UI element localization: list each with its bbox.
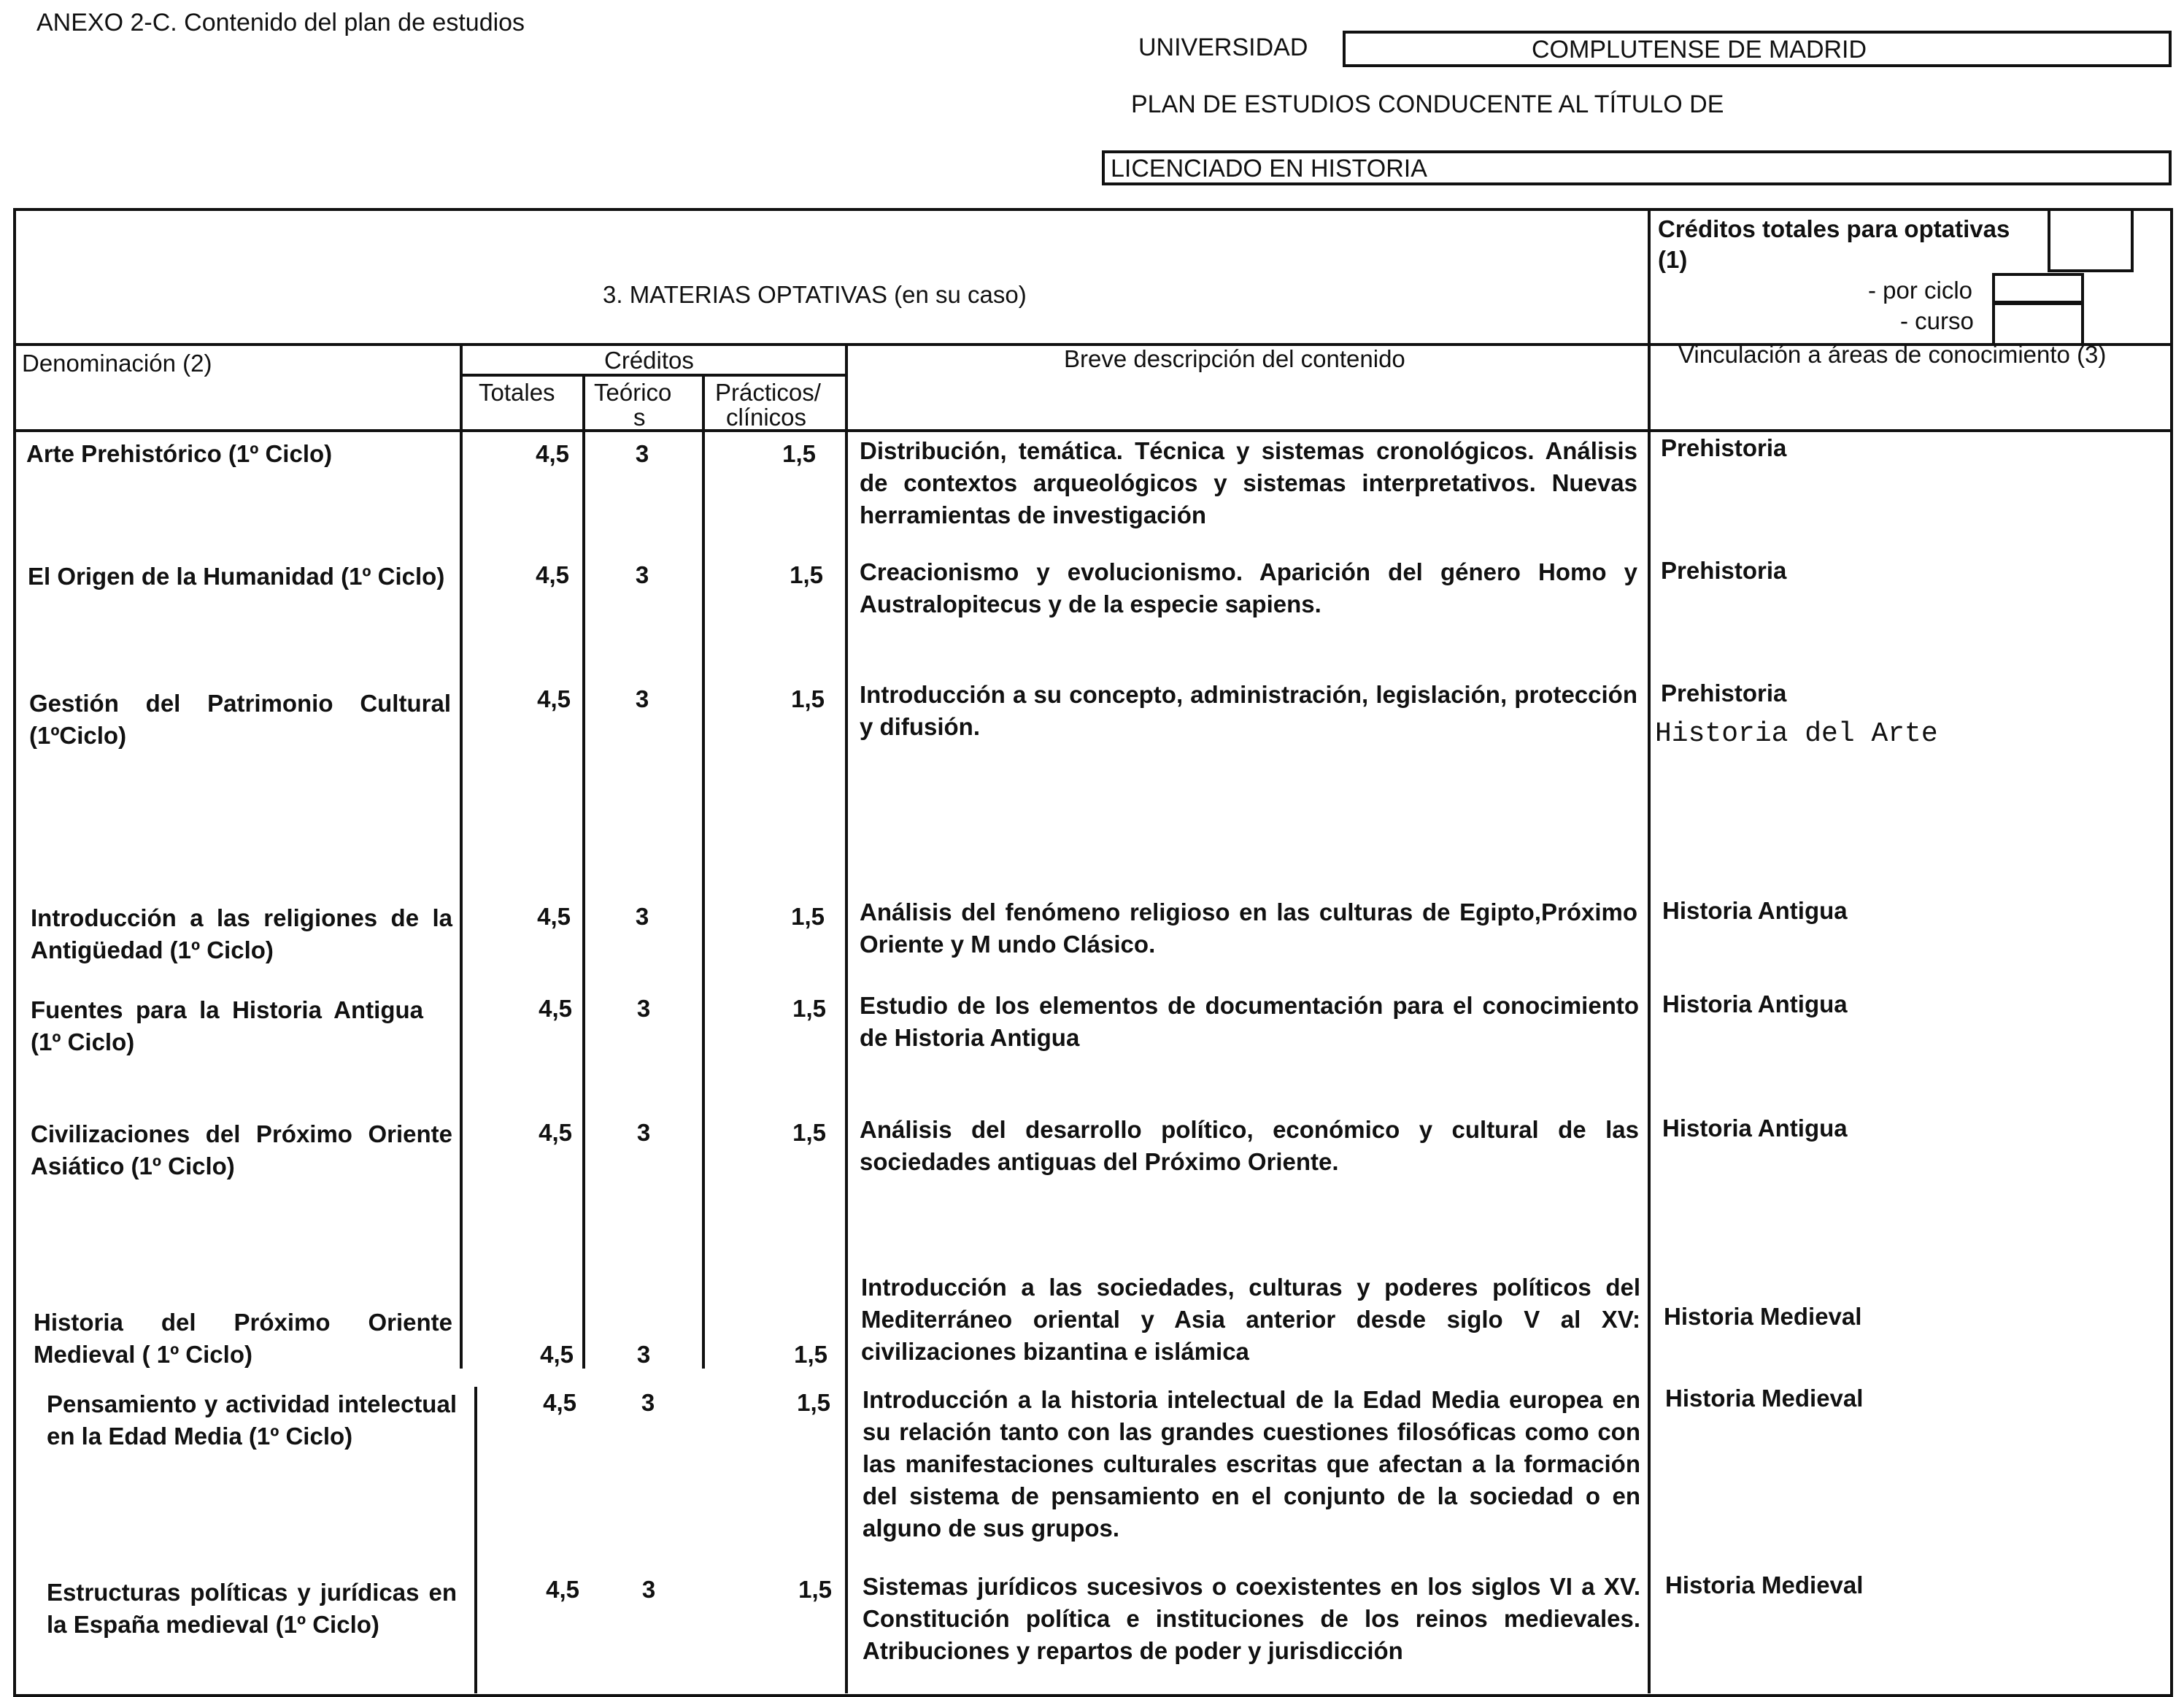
row-3-totales: 4,5	[537, 903, 571, 930]
row-6-name: Historia del Próximo Oriente Medieval ( 1º Ciclo)	[34, 1309, 452, 1368]
row-5-practicos: 1,5	[792, 1119, 826, 1146]
section-title: 3. MATERIAS OPTATIVAS (en su caso)	[603, 281, 1027, 308]
row-4-practicos: 1,5	[792, 995, 826, 1022]
annex-title: ANEXO 2-C. Contenido del plan de estudios	[36, 9, 525, 36]
row-8-teoricos: 3	[641, 1576, 656, 1603]
row-3-practicos: 1,5	[791, 903, 825, 930]
row-5-area: Historia Antigua	[1662, 1115, 1848, 1142]
row-8-totales: 4,5	[546, 1576, 579, 1603]
row-3-description: Análisis del fenómeno religioso en las culturas de Egipto,Próximo Oriente y M undo Clásico.	[860, 898, 1637, 958]
row-2-practicos: 1,5	[791, 685, 825, 712]
row-6-teoricos: 3	[636, 1341, 651, 1368]
row-1-totales: 4,5	[536, 561, 569, 588]
universidad-box	[1343, 31, 2172, 67]
header-descripcion: Breve descripción del contenido	[1064, 345, 1405, 372]
universidad-label: UNIVERSIDAD	[1138, 34, 1308, 61]
plan-label: PLAN DE ESTUDIOS CONDUCENTE AL TÍTULO DE	[1131, 91, 1724, 118]
row-1-area: Prehistoria	[1661, 557, 1787, 584]
row-7-teoricos: 3	[641, 1389, 655, 1416]
row-2-area: Prehistoria	[1661, 680, 1787, 707]
header-denominacion: Denominación (2)	[22, 350, 212, 377]
creditos-totales-label: Créditos totales para optativas	[1658, 215, 2010, 242]
row-0-practicos: 1,5	[782, 440, 816, 467]
row-1-description: Creacionismo y evolucionismo. Aparición del género Homo y Australopitecus y de la especie sapiens.	[860, 558, 1637, 617]
row-4-teoricos: 3	[636, 995, 651, 1022]
row-1-name: El Origen de la Humanidad (1º Ciclo)	[28, 563, 445, 590]
row-1-teoricos: 3	[635, 561, 649, 588]
creditos-totales-box	[2048, 208, 2134, 272]
header-practicos: Prácticos/	[715, 379, 821, 406]
row-4-area: Historia Antigua	[1662, 990, 1848, 1017]
row-2-description: Introducción a su concepto, administración, legislación, protección y difusión.	[860, 681, 1637, 740]
row-0-name: Arte Prehistórico (1º Ciclo)	[26, 440, 333, 467]
row-0-teoricos: 3	[635, 440, 649, 467]
titulo-value: LICENCIADO EN HISTORIA	[1111, 155, 1427, 182]
row-7-practicos: 1,5	[797, 1389, 830, 1416]
row-8-name: Estructuras políticas y jurídicas en la España medieval (1º Ciclo)	[47, 1579, 457, 1638]
header-teoricos-2: s	[633, 404, 646, 431]
universidad-value: COMPLUTENSE DE MADRID	[1532, 36, 1867, 64]
row-5-name: Civilizaciones del Próximo Oriente Asiático (1º Ciclo)	[31, 1120, 452, 1180]
row-6-area: Historia Medieval	[1664, 1303, 1862, 1330]
row-7-name: Pensamiento y actividad intelectual en la Edad Media (1º Ciclo)	[47, 1390, 457, 1450]
row-6-totales: 4,5	[540, 1341, 574, 1368]
row-7-totales: 4,5	[543, 1389, 576, 1416]
curso-label: - curso	[1900, 307, 1974, 334]
row-6-practicos: 1,5	[794, 1341, 827, 1368]
row-5-totales: 4,5	[539, 1119, 572, 1146]
creditos-totales-note: (1)	[1658, 246, 1688, 273]
row-3-area: Historia Antigua	[1662, 897, 1848, 924]
titulo-box	[1102, 150, 2172, 185]
header-teoricos: Teórico	[594, 379, 672, 406]
row-3-teoricos: 3	[635, 903, 649, 930]
row-1-practicos: 1,5	[790, 561, 823, 588]
header-totales: Totales	[479, 379, 555, 406]
row-2-teoricos: 3	[635, 685, 649, 712]
por-ciclo-label: - por ciclo	[1868, 277, 1973, 304]
row-2-area-2: Historia del Arte	[1655, 718, 1938, 750]
row-4-totales: 4,5	[539, 995, 572, 1022]
row-5-teoricos: 3	[636, 1119, 651, 1146]
header-practicos-2: clínicos	[726, 404, 807, 431]
row-2-name: Gestión del Patrimonio Cultural (1ºCiclo)	[29, 690, 451, 749]
header-creditos: Créditos	[604, 347, 694, 374]
row-8-description: Sistemas jurídicos sucesivos o coexistentes en los siglos VI a XV. Constitución política e instituciones de los reinos medievales. Atribuciones y repartos de poder y jurisdicción	[863, 1573, 1640, 1664]
row-4-name: Fuentes para la Historia Antigua (1º Ciclo)	[31, 996, 423, 1055]
header-vinculacion: Vinculación a áreas de conocimiento (3)	[1678, 341, 2107, 368]
row-7-description: Introducción a la historia intelectual de la Edad Media europea en su relación tanto con las grandes cuestiones filosóficas como con las manifestaciones culturales escritas que afectan a la formación del sistema de pensamiento en el conjunto de la sociedad o en alguno de sus grupos.	[863, 1386, 1640, 1542]
row-8-practicos: 1,5	[798, 1576, 832, 1603]
row-0-totales: 4,5	[536, 440, 569, 467]
row-6-description: Introducción a las sociedades, culturas y poderes políticos del Mediterráneo oriental y Asia anterior desde siglo V al XV: civilizaciones bizantina e islámica	[861, 1274, 1640, 1365]
row-7-area: Historia Medieval	[1665, 1385, 1864, 1412]
row-0-area: Prehistoria	[1661, 434, 1787, 461]
por-ciclo-box	[1992, 273, 2084, 304]
row-8-area: Historia Medieval	[1665, 1571, 1864, 1598]
row-0-description: Distribución, temática. Técnica y sistemas cronológicos. Análisis de contextos arqueológicos y sistemas interpretativos. Nuevas herramientas de investigación	[860, 437, 1637, 528]
row-3-name: Introducción a las religiones de la Antigüedad (1º Ciclo)	[31, 904, 452, 963]
row-2-totales: 4,5	[537, 685, 571, 712]
row-5-description: Análisis del desarrollo político, económico y cultural de las sociedades antiguas del Próximo Oriente.	[860, 1116, 1639, 1175]
row-4-description: Estudio de los elementos de documentación para el conocimiento de Historia Antigua	[860, 992, 1639, 1051]
